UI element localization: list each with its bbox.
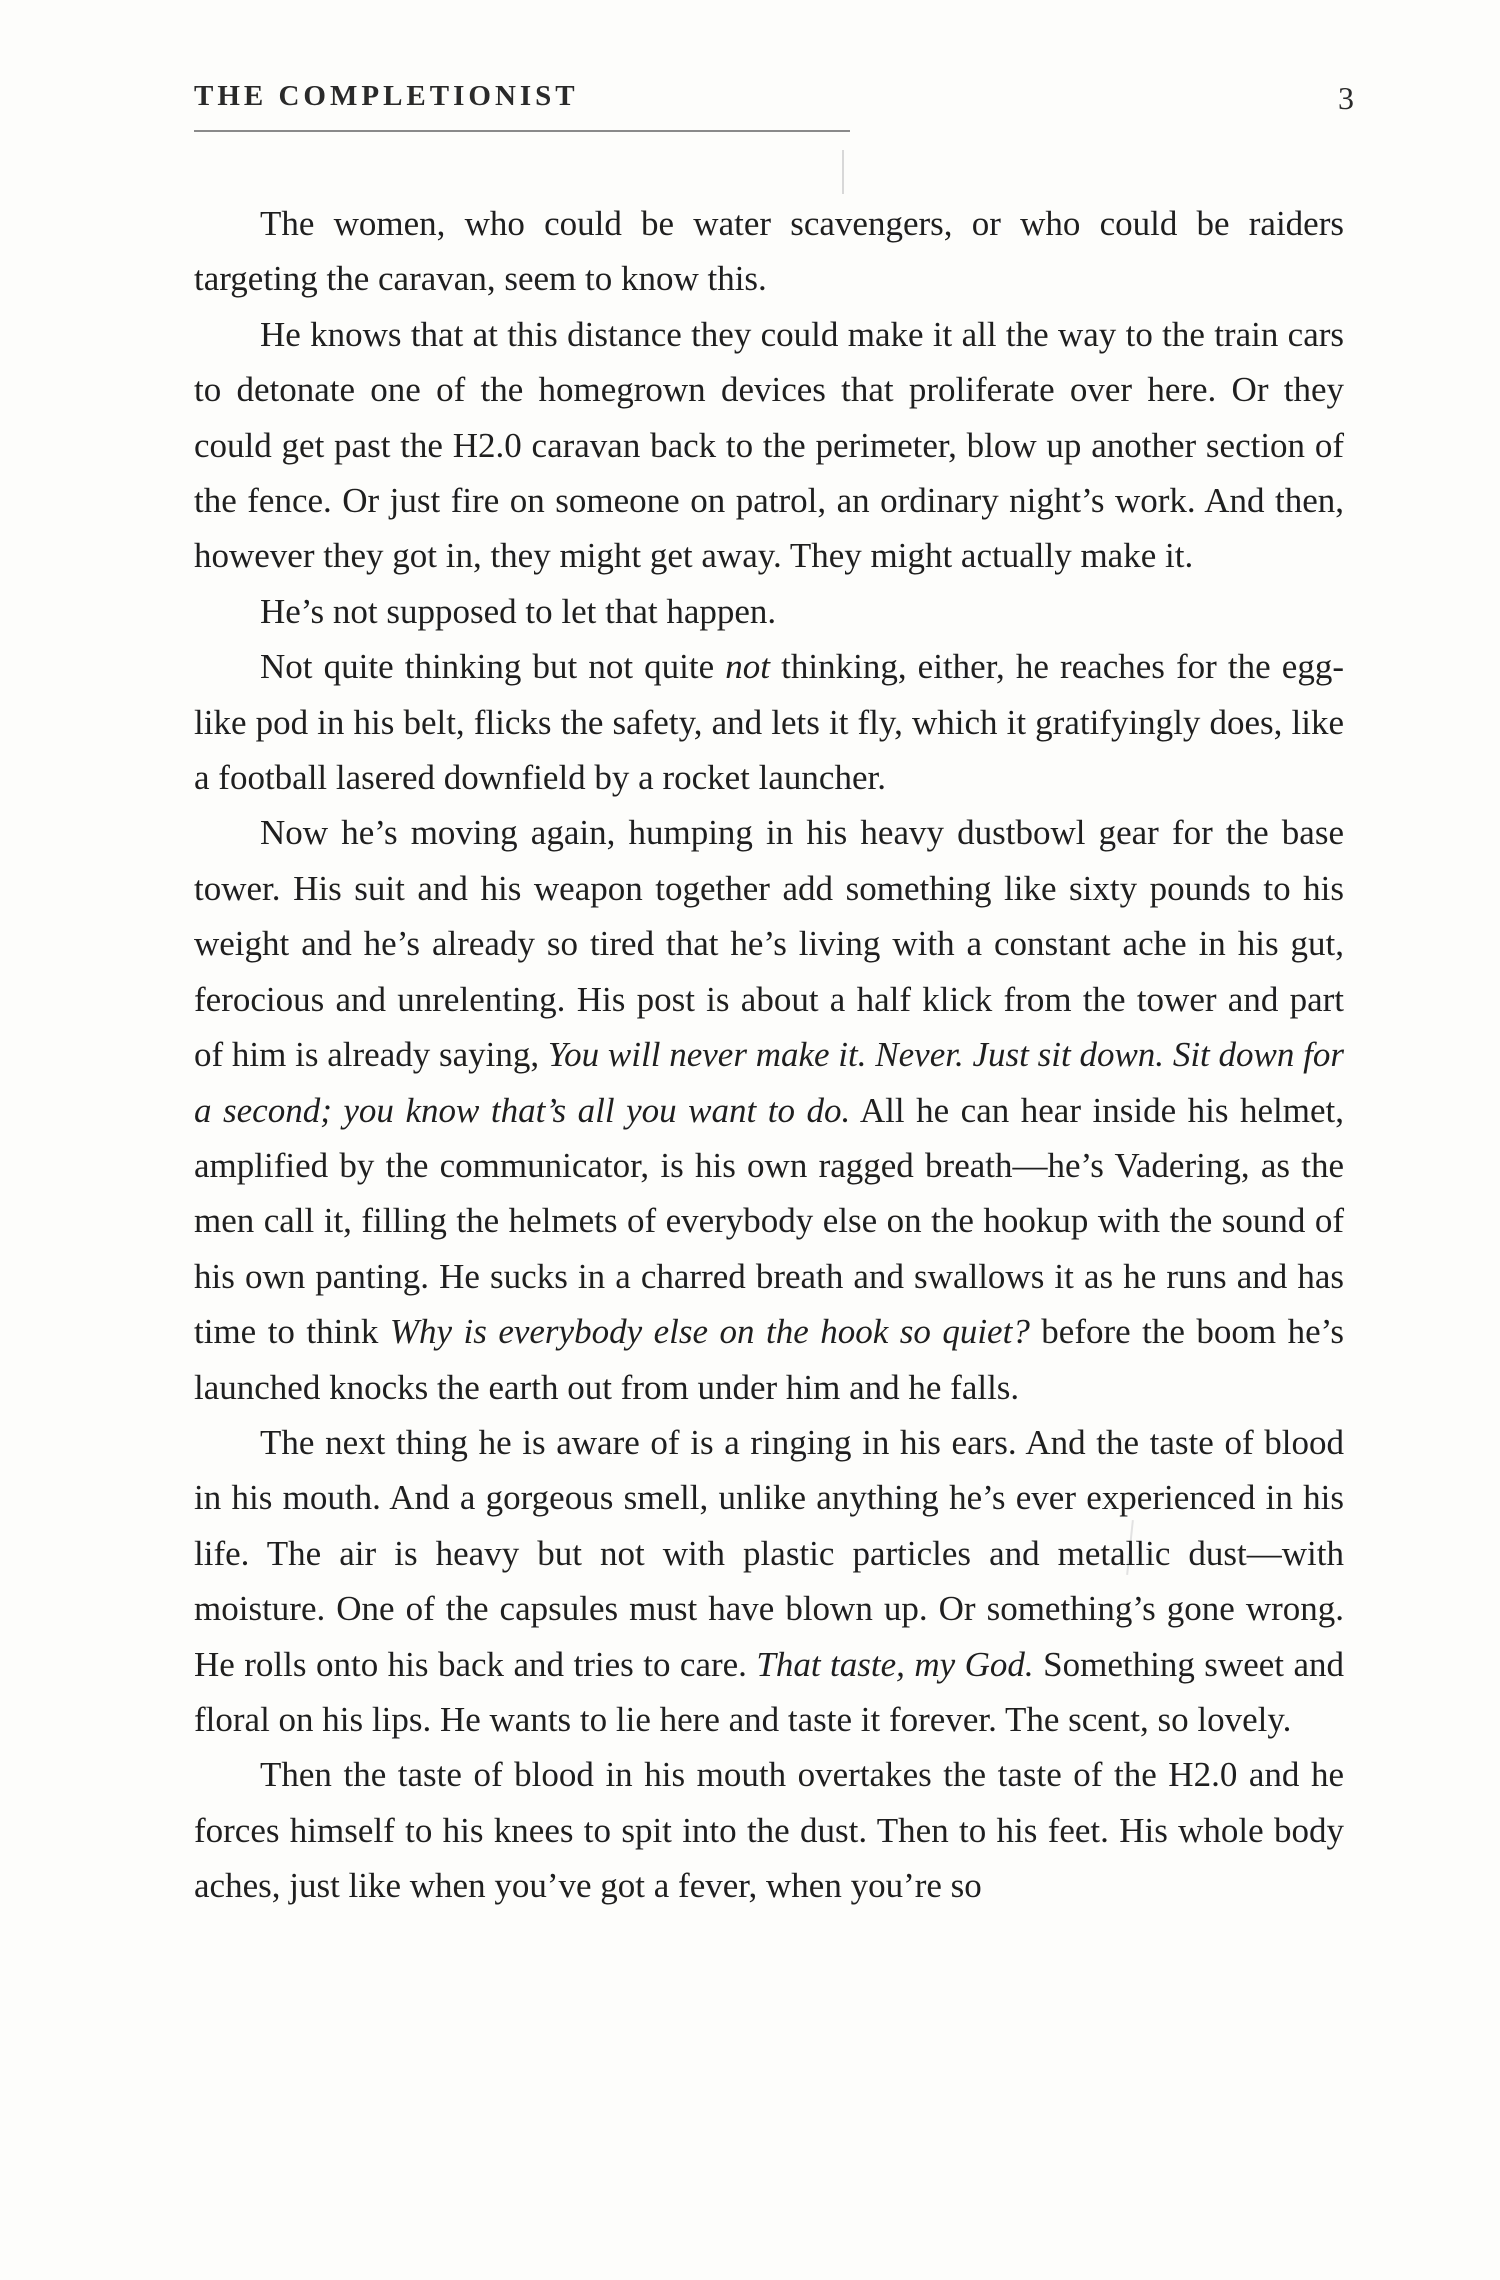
running-head-title: THE COMPLETIONIST [194, 80, 579, 112]
text-run: He’s not supposed to let that happen. [260, 591, 777, 631]
running-head [194, 80, 1354, 120]
paragraph [194, 1747, 1344, 1913]
text-run: The women, who could be water scavengers, or who could be raiders targeting the caravan, seem to know this. [194, 204, 1344, 299]
text-run: Now he’s moving again, humping in his heavy dustbowl gear for the base tower. His suit and his weapon together add something like sixty pounds to his weight and he’s already so tired that he’s living with a constant ache in his gut, ferocious and unrelenting. His post is about a half klick from the tower and part of him is already saying, [194, 813, 1344, 1075]
paragraph [194, 584, 1344, 639]
paragraph [194, 196, 1344, 307]
body-text [194, 196, 1344, 1914]
text-run: Then the taste of blood in his mouth overtakes the taste of the H2.0 and he forces himself to his knees to spit into the dust. Then to his feet. His whole body aches, just like when you’ve got a fever, when you’re so [194, 1755, 1344, 1906]
text-run: Not quite thinking but not quite [260, 647, 726, 687]
page-number: 3 [1338, 80, 1354, 116]
text-run: He knows that at this distance they could make it all the way to the train cars to detonate one of the homegrown devices that proliferate over here. Or they could get past the H2.0 caravan back to the perimeter, blow up another section of the fence. Or just fire on someone on patrol, an ordinary night’s work. And then, however they got in, they might get away. They might actually make it. [194, 314, 1344, 576]
text-run: Something sweet and floral on his lips. He wants to lie here and taste it forever. The scent, so lovely. [194, 1644, 1344, 1739]
paragraph [194, 1415, 1344, 1747]
italic-text: Why is everybody else on the hook so quiet? [389, 1312, 1030, 1352]
italic-text: That taste, my God. [756, 1644, 1034, 1684]
scan-mark [842, 150, 844, 194]
italic-text: not [725, 647, 771, 687]
paragraph [194, 805, 1344, 1414]
italic-text: You will never make it. Never. Just sit down. Sit down for a second; you know that’s all you want to do. [194, 1035, 1344, 1130]
text-run: before the boom he’s launched knocks the earth out from under him and he falls. [194, 1312, 1344, 1407]
text-run: All he can hear inside his helmet, amplified by the communicator, is his own ragged breath—he’s Vadering, as the men call it, filling the helmets of everybody else on the hookup with the sound of his own panting. He sucks in a charred breath and swallows it as he runs and has time to think [194, 1090, 1345, 1352]
text-run: thinking, either, he reaches for the egg-like pod in his belt, flicks the safety, and lets it fly, which it gratifyingly does, like a football lasered downfield by a rocket launcher. [194, 647, 1344, 798]
paragraph [194, 639, 1344, 805]
text-run: The next thing he is aware of is a ringing in his ears. And the taste of blood in his mouth. And a gorgeous smell, unlike anything he’s ever experienced in his life. The air is heavy but not with plastic particles and metallic dust—with moisture. One of the capsules must have blown up. Or something’s gone wrong. He rolls onto his back and tries to care. [194, 1422, 1344, 1684]
paragraph [194, 307, 1344, 584]
header-rule [194, 130, 850, 132]
